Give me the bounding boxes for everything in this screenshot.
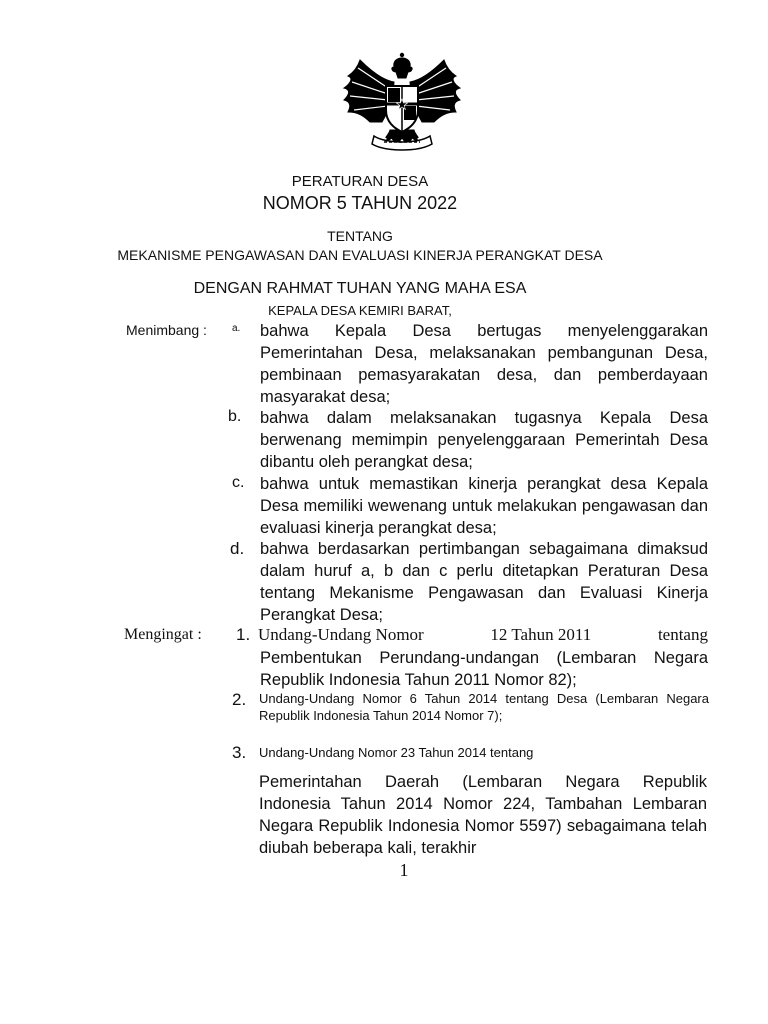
list-marker: a. <box>232 323 241 334</box>
list-marker: b. <box>228 408 242 425</box>
list-marker: 3. <box>232 743 247 762</box>
ref-part: tentang <box>657 625 708 644</box>
list-marker: 1. <box>236 625 251 644</box>
menimbang-item-a: bahwa Kepala Desa bertugas menyelenggarakan Pemerintahan Desa, melaksanakan pembangunan Desa, pembinaan pemasyarakatan desa, dan pemberdayaan masyarakat desa; <box>260 322 708 406</box>
regulation-subject: MEKANISME PENGAWASAN DAN EVALUASI KINERJA PERANGKAT DESA <box>117 247 603 263</box>
menimbang-item-c: bahwa untuk memastikan kinerja perangkat desa Kepala Desa memiliki wewenang untuk melakukan pengawasan dan evaluasi kinerja perangkat desa; <box>260 475 708 537</box>
list-marker: d. <box>230 539 245 558</box>
about-label: TENTANG <box>327 228 393 244</box>
mengingat-item-2: Undang-Undang Nomor 6 Tahun 2014 tentang Desa (Lembaran Negara Republik Indonesia Tahun 2014 Nomor 7); <box>259 691 709 723</box>
mengingat-item-3-head: Undang-Undang Nomor 23 Tahun 2014 tentang <box>259 745 534 760</box>
ref-part: 12 Tahun 2011 <box>490 625 592 644</box>
ref-part: Undang-Undang Nomor <box>258 625 424 644</box>
list-marker: 2. <box>232 690 247 709</box>
regulation-number: NOMOR 5 TAHUN 2022 <box>262 193 458 213</box>
blessing-line: DENGAN RAHMAT TUHAN YANG MAHA ESA <box>193 280 527 297</box>
page-number: 1 <box>399 860 409 880</box>
list-marker: c. <box>232 474 245 491</box>
menimbang-item-d: bahwa berdasarkan pertimbangan sebagaimana dimaksud dalam huruf a, b dan c perlu ditetapkan Peraturan Desa tentang Mekanisme Pengawasan dan Evaluasi Kinerja Perangkat Desa; <box>260 540 708 624</box>
garuda-emblem-icon <box>340 52 465 156</box>
issuer-line: KEPALA DESA KEMIRI BARAT, <box>268 303 452 318</box>
menimbang-label: Menimbang : <box>126 322 207 338</box>
menimbang-item-b: bahwa dalam melaksanakan tugasnya Kepala Desa berwenang memimpin penyelenggaraan Pemerintah Desa dibantu oleh perangkat desa; <box>260 409 708 471</box>
regulation-type: PERATURAN DESA <box>291 173 429 190</box>
mengingat-item-1: Pembentukan Perundang-undangan (Lembaran Negara Republik Indonesia Tahun 2011 Nomor 82); <box>260 649 708 689</box>
mengingat-item-3: Pemerintahan Daerah (Lembaran Negara Republik Indonesia Tahun 2014 Nomor 224, Tambahan Lembaran Negara Republik Indonesia Nomor 5597) sebagaimana telah diubah beberapa kali, terakhir <box>259 773 707 857</box>
mengingat-label: Mengingat : <box>124 626 202 643</box>
mengingat-item-1-head <box>258 625 708 645</box>
